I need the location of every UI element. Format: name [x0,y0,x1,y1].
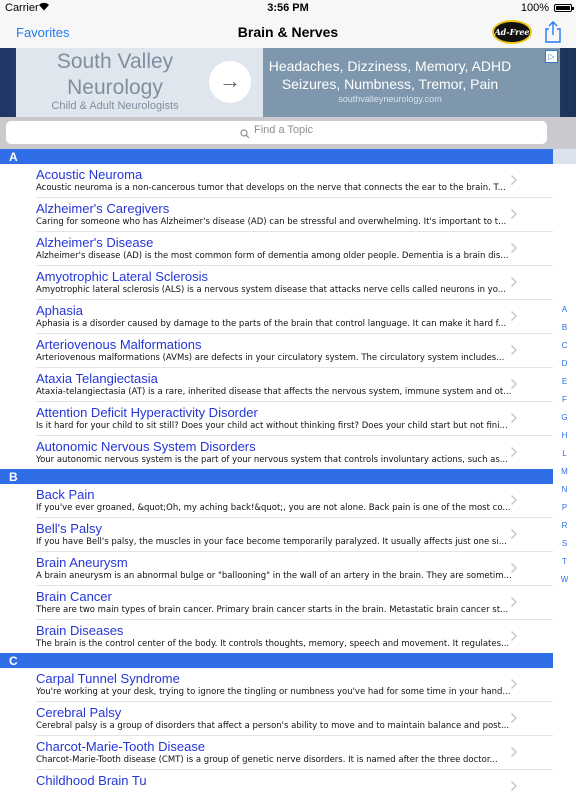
index-letter[interactable]: S [561,539,568,548]
ad-brand-subtitle: Child & Adult Neurologists [51,100,179,112]
section-header: C [0,653,553,668]
topic-description: Arteriovenous malformations (AVMs) are defects in your circulatory system. The circulatory system includes... [36,353,505,363]
search-field[interactable] [6,121,547,144]
topic-title: Autonomic Nervous System Disorders [36,439,256,454]
topic-row[interactable] [36,266,553,300]
topic-title: Brain Aneurysm [36,555,128,570]
chevron-right-icon [510,780,518,792]
topic-row[interactable] [36,368,553,402]
index-letter[interactable]: P [561,503,568,512]
ad-url: southvalleyneurology.com [338,94,442,104]
ad-text-line2: Seizures, Numbness, Tremor, Pain [281,76,499,92]
carrier-label: Carrier [5,2,39,14]
topic-row[interactable] [36,484,553,518]
topic-description: If you have Bell's palsy, the muscles in your face become temporarily paralyzed. It usually affects just one si... [36,537,507,547]
chevron-right-icon [510,678,518,690]
topic-description: Caring for someone who has Alzheimer's disease (AD) can be stressful and overwhelming. It's important to t... [36,217,507,227]
topic-description: Charcot-Marie-Tooth disease (CMT) is a group of genetic nerve disorders. It is named after the three doctor... [36,755,498,765]
index-letter[interactable]: W [560,575,569,584]
topic-row[interactable] [36,770,553,803]
topic-title: Acoustic Neuroma [36,167,143,182]
battery-percent: 100% [520,2,549,14]
battery-icon [554,4,572,12]
chevron-right-icon [510,746,518,758]
search-input[interactable] [254,124,374,136]
search-icon [240,126,250,136]
topic-row[interactable] [36,164,553,198]
topic-description: The brain is the control center of the body. It controls thoughts, memory, speech and movement. It regulates... [36,639,510,649]
topic-title: Alzheimer's Caregivers [36,201,170,216]
ad-banner [0,48,576,117]
chevron-right-icon [510,412,518,424]
chevron-right-icon [510,174,518,186]
topic-title: Cerebral Palsy [36,705,122,720]
ad-free-label: Ad-Free [494,27,530,37]
ad-text-line1: Headaches, Dizziness, Memory, ADHD [268,58,512,74]
chevron-right-icon [510,494,518,506]
topic-title: Charcot-Marie-Tooth Disease [36,739,206,754]
share-icon[interactable] [543,21,563,43]
topic-row[interactable] [36,232,553,266]
topic-title: Carpal Tunnel Syndrome [36,671,180,686]
chevron-right-icon [510,446,518,458]
topic-row[interactable] [36,518,553,552]
topic-description: If you've ever groaned, &quot;Oh, my aching back!&quot;, you are not alone. Back pain is one of the most co... [36,503,511,513]
topic-row[interactable] [36,198,553,232]
chevron-right-icon [510,310,518,322]
topic-description: Acoustic neuroma is a non-cancerous tumor that develops on the nerve that connects the ear to the brain. T... [36,183,506,193]
favorites-button[interactable]: Favorites [16,25,70,40]
index-letter[interactable]: E [561,377,568,386]
index-letter[interactable]: R [561,521,568,530]
index-letter[interactable]: N [561,485,568,494]
chevron-right-icon [510,630,518,642]
index-letter[interactable]: B [561,323,568,332]
topic-description: Cerebral palsy is a group of disorders that affect a person's ability to move and to maintain balance and post... [36,721,510,731]
section-header: B [0,469,553,484]
navigation-bar [0,16,576,49]
chevron-right-icon [510,208,518,220]
topic-title: Ataxia Telangiectasia [36,371,158,386]
ad-brand-line2: Neurology [67,76,163,99]
topic-list[interactable] [0,149,553,788]
topic-row[interactable] [36,552,553,586]
status-time: 3:56 PM [267,2,309,14]
topic-title: Amyotrophic Lateral Sclerosis [36,269,208,284]
topic-title: Childhood Brain Tu [36,773,147,788]
index-letter[interactable]: H [561,431,568,440]
index-letter[interactable]: M [561,467,568,476]
index-letter[interactable]: T [562,557,567,566]
topic-description: A brain aneurysm is an abnormal bulge or "ballooning" in the wall of an artery in the brain. They are sometim... [36,571,512,581]
topic-row[interactable] [36,402,553,436]
index-letter[interactable]: A [561,305,568,314]
topic-row[interactable] [36,702,553,736]
topic-row[interactable] [36,436,553,469]
topic-title: Brain Diseases [36,623,124,638]
chevron-right-icon [510,276,518,288]
section-index[interactable] [553,149,576,768]
chevron-right-icon [510,528,518,540]
chevron-right-icon [510,712,518,724]
topic-description: You're working at your desk, trying to ignore the tingling or numbness you've had for some time in your hand... [36,687,511,697]
topic-description: Your autonomic nervous system is the part of your nervous system that controls involuntary actions, such as... [36,455,508,465]
topic-title: Brain Cancer [36,589,112,604]
topic-row[interactable] [36,334,553,368]
topic-description: Alzheimer's disease (AD) is the most common form of dementia among older people. Dementia is a brain dis... [36,251,509,261]
topic-description: Aphasia is a disorder caused by damage to the parts of the brain that control language. It can make it hard f... [36,319,507,329]
topic-description: Ataxia-telangiectasia (AT) is a rare, inherited disease that affects the nervous system, immune system and ot... [36,387,512,397]
index-letter[interactable]: F [562,395,567,404]
topic-row[interactable] [36,300,553,334]
topic-description: Is it hard for your child to sit still? Does your child act without thinking first? Does your child start but not fini... [36,421,508,431]
topic-title: Aphasia [36,303,83,318]
arrow-right-icon[interactable]: → [209,61,251,103]
page-title: Brain & Nerves [237,24,339,40]
topic-row[interactable] [36,586,553,620]
topic-title: Attention Deficit Hyperactivity Disorder [36,405,258,420]
topic-row[interactable] [36,668,553,702]
topic-description: Amyotrophic lateral sclerosis (ALS) is a nervous system disease that attacks nerve cells called neurons in yo... [36,285,506,295]
topic-description: There are two main types of brain cancer. Primary brain cancer starts in the brain. Metastatic brain cancer st... [36,605,509,615]
ad-brand-line1: South Valley [56,50,174,73]
topic-title: Bell's Palsy [36,521,103,536]
ad-free-button[interactable] [492,20,532,44]
index-letter[interactable]: C [561,341,568,350]
index-letter[interactable]: G [561,413,568,422]
advertisement[interactable] [16,48,560,117]
section-header: A [0,149,553,164]
chevron-right-icon [510,562,518,574]
topic-row[interactable] [36,620,553,653]
chevron-right-icon [510,378,518,390]
adchoices-icon[interactable]: ▷ [545,50,558,63]
index-letter[interactable]: L [562,449,567,458]
ad-text [263,48,560,117]
search-bar [0,117,576,149]
chevron-right-icon [510,344,518,356]
chevron-right-icon [510,596,518,608]
index-letter[interactable]: D [561,359,568,368]
status-bar [0,0,576,16]
ad-brand [16,48,206,117]
topic-title: Alzheimer's Disease [36,235,154,250]
chevron-right-icon [510,242,518,254]
topic-title: Arteriovenous Malformations [36,337,202,352]
topic-row[interactable] [36,736,553,770]
topic-title: Back Pain [36,487,95,502]
